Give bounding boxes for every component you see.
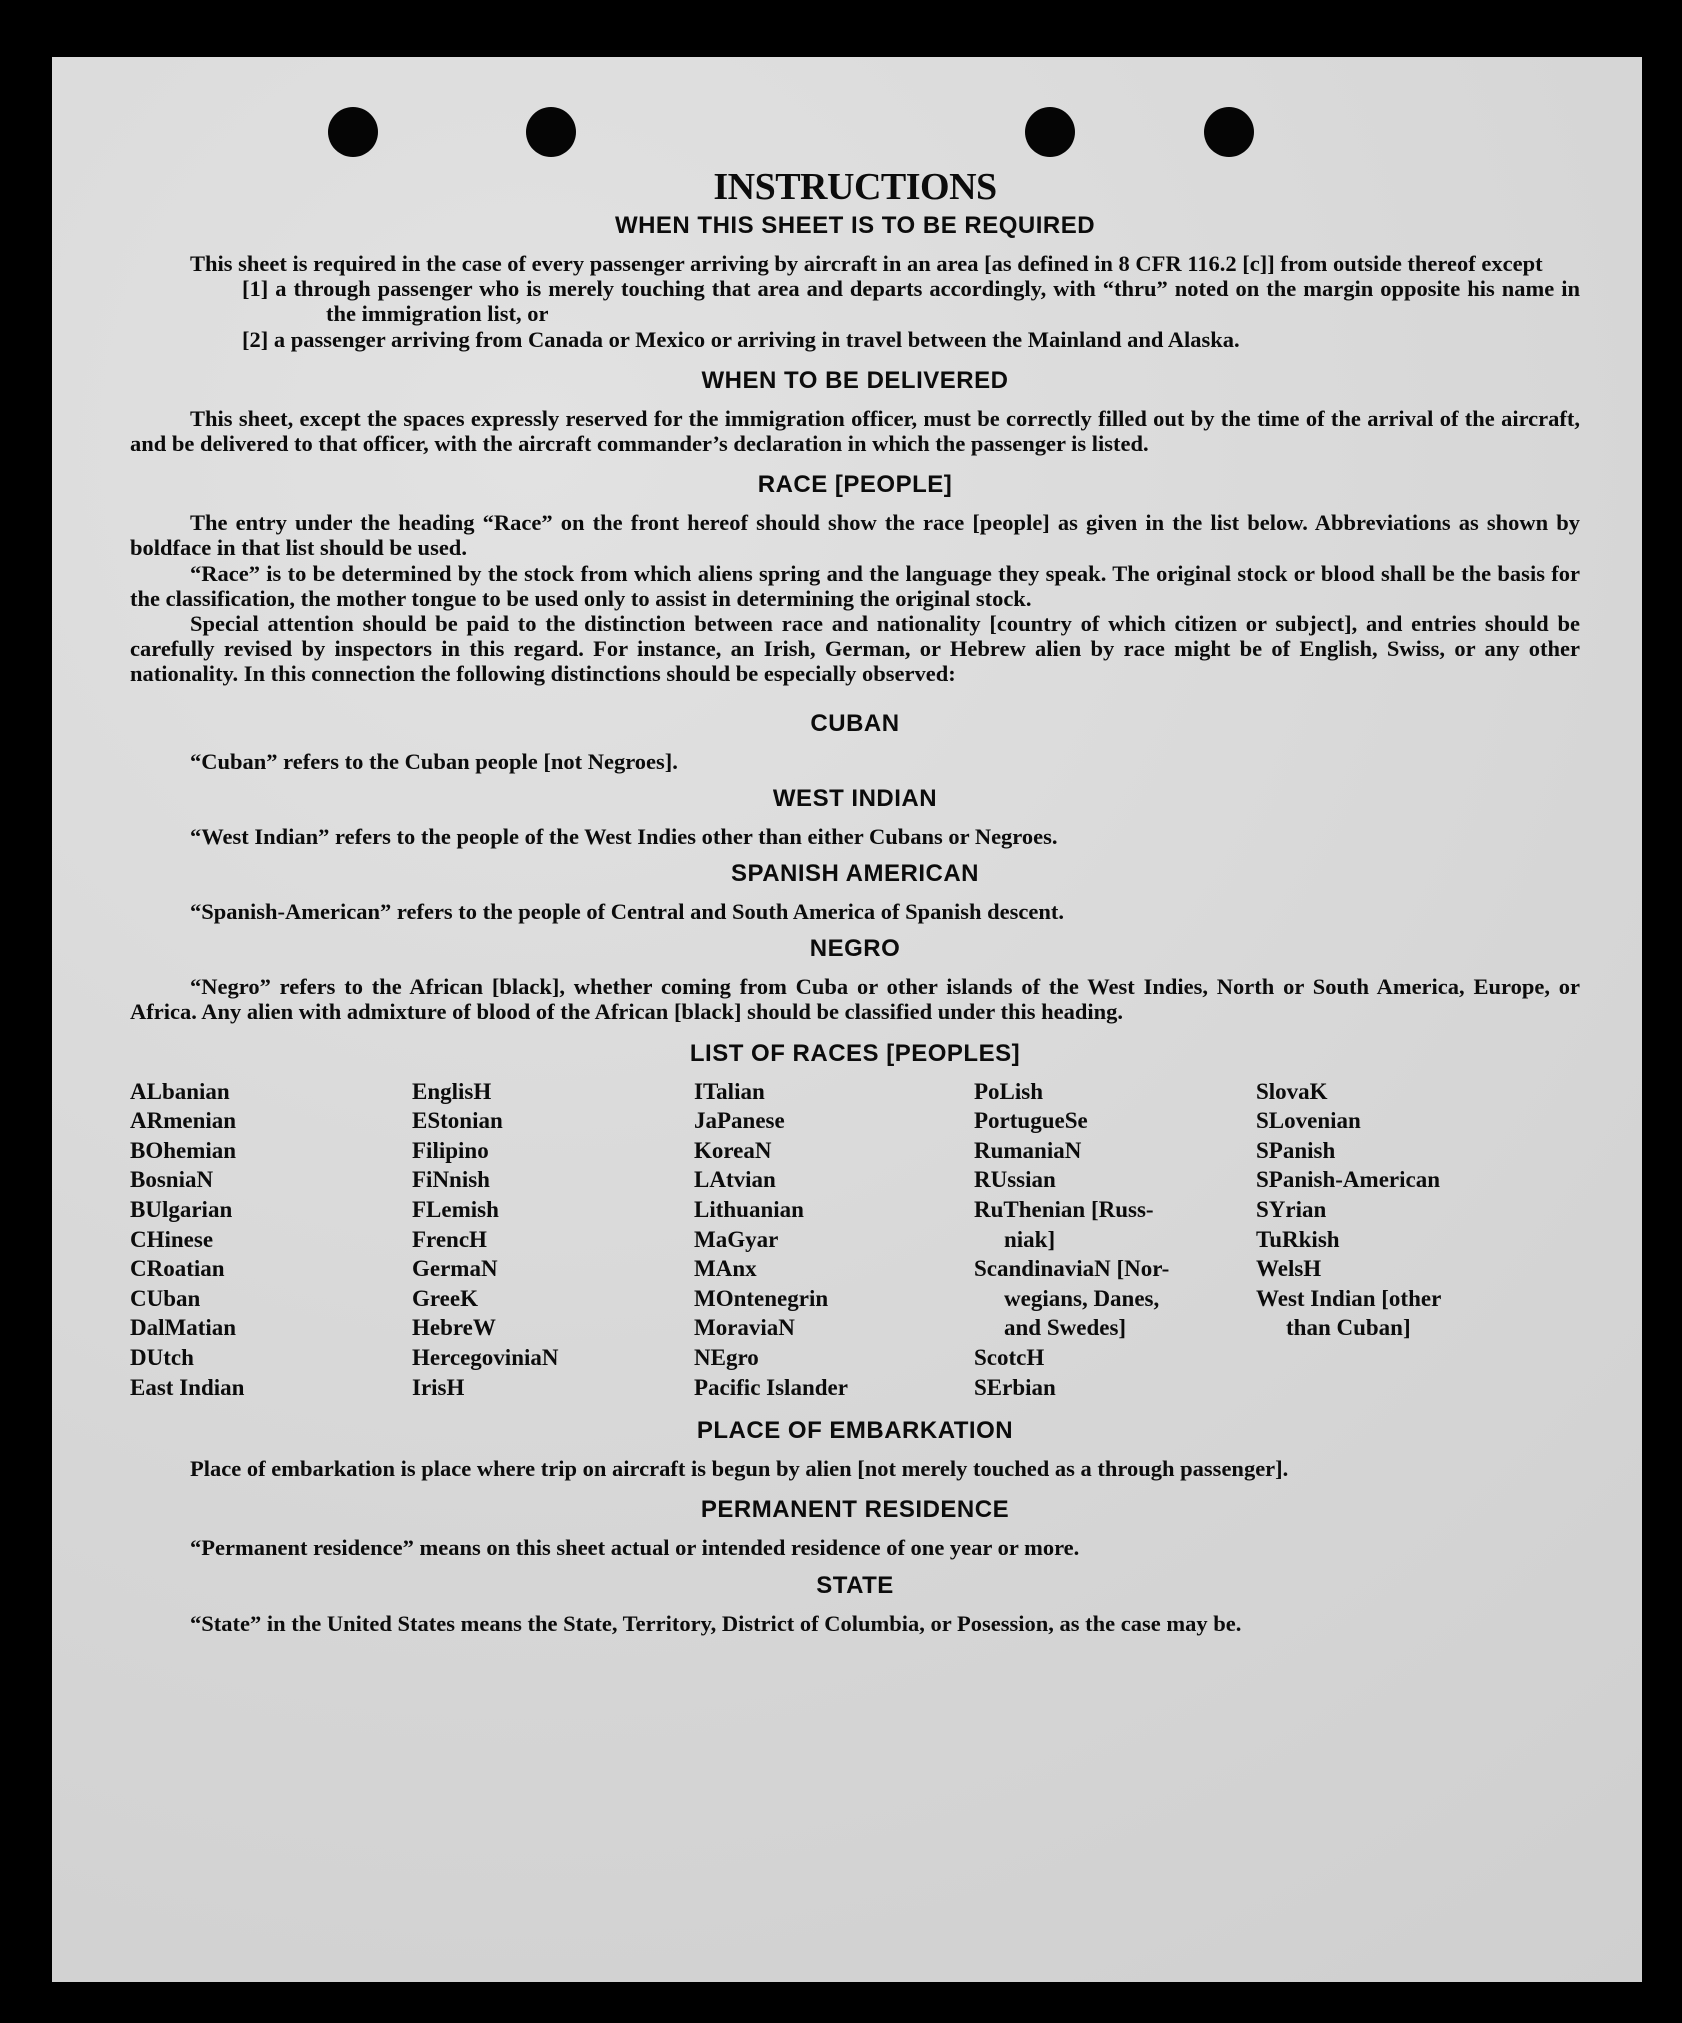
- spanish-american-text: “Spanish-American” refers to the people of Central and South America of Spanish descent.: [190, 899, 1064, 925]
- race-item: SPanish-American: [1256, 1167, 1440, 1193]
- race-paragraph-2: “Race” is to be determined by the stock from which aliens spring and the language they speak. The original stock or blood shall be the basis for the classification, the mother tongue to be used only to assist in determining the original stock.: [130, 560, 1580, 611]
- race-item: RUssian: [974, 1167, 1056, 1193]
- punch-hole: [328, 107, 378, 157]
- race-item: ScandinaviaN [Nor-: [974, 1256, 1170, 1282]
- heading-cuban: CUBAN: [810, 709, 900, 737]
- required-intro: This sheet is required in the case of every passenger arriving by aircraft in an area [as defined in 8 CFR 116.2 [c]] from outside thereof except: [190, 251, 1543, 276]
- race-item: KoreaN: [694, 1137, 772, 1163]
- west-indian-text: “West Indian” refers to the people of the West Indies other than either Cubans or Negroes.: [190, 823, 1058, 849]
- race-item: EnglisH: [412, 1078, 492, 1104]
- race-item: GermaN: [412, 1256, 498, 1282]
- required-item-2: [2] a passenger arriving from Canada or Mexico or arriving in travel between the Mainland and Alaska.: [242, 326, 1240, 352]
- race-item: BOhemian: [130, 1137, 237, 1163]
- race-item: DalMatian: [130, 1315, 237, 1341]
- race-paragraph-3: Special attention should be paid to the distinction between race and nationality [country of which citizen or subject], and entries should be carefully revised by inspectors in this regard. For instance, an Irish, German, or Hebrew alien by race might be of English, Swiss, or any other nationality. In this connection the following distinctions should be especially observed:: [130, 611, 1580, 687]
- race-item: DUtch: [130, 1345, 194, 1370]
- heading-west-indian: WEST INDIAN: [772, 784, 938, 812]
- heading-spanish-american: SPANISH AMERICAN: [730, 860, 979, 888]
- punch-hole: [1204, 107, 1254, 157]
- race-item: WelsH: [1256, 1256, 1322, 1282]
- race-item: LAtvian: [694, 1167, 776, 1193]
- race-item: SlovaK: [1256, 1078, 1328, 1104]
- race-item: East Indian: [130, 1374, 245, 1400]
- residence-text: “Permanent residence” means on this sheet actual or intended residence of one year or more.: [190, 1535, 1080, 1561]
- heading-when-delivered: WHEN TO BE DELIVERED: [701, 366, 1009, 394]
- race-item: IrisH: [412, 1374, 465, 1400]
- heading-negro: NEGRO: [809, 935, 901, 963]
- page-title: INSTRUCTIONS: [713, 166, 997, 208]
- race-item: RuThenian [Russ-: [974, 1197, 1154, 1223]
- delivered-text: This sheet, except the spaces expressly reserved for the immigration officer, must be correctly filled out by the time of the arrival of the aircraft, and be delivered to that officer, with the aircraft commander’s declaration in which the passenger is listed.: [130, 405, 1580, 457]
- race-item: Pacific Islander: [694, 1374, 848, 1400]
- race-column-1: [130, 1077, 412, 1403]
- state-text: “State” in the United States means the State, Territory, District of Columbia, or Posession, as the case may be.: [190, 1610, 1242, 1636]
- race-item: MaGyar: [694, 1226, 779, 1252]
- heading-when-required: WHEN THIS SHEET IS TO BE REQUIRED: [614, 212, 1096, 239]
- race-item: MoraviaN: [694, 1315, 795, 1341]
- cuban-text: “Cuban” refers to the Cuban people [not Negroes].: [190, 748, 678, 774]
- race-item: Lithuanian: [694, 1197, 804, 1223]
- heading-race: RACE [PEOPLE]: [757, 471, 953, 499]
- punch-hole: [1025, 107, 1075, 157]
- race-item: ARmenian: [130, 1108, 237, 1134]
- race-item: FLemish: [412, 1197, 499, 1223]
- race-item: West Indian [other: [1256, 1285, 1442, 1311]
- required-item-1: [1] a through passenger who is merely touching that area and departs accordingly, with “thru” noted on the margin opposite his name in the immigration list, or: [242, 276, 1580, 327]
- race-item: FrencH: [412, 1226, 487, 1252]
- race-item: CRoatian: [130, 1256, 225, 1282]
- race-item-continuation: than Cuban]: [1286, 1315, 1411, 1341]
- race-item: HercegoviniaN: [412, 1345, 559, 1370]
- heading-state: STATE: [816, 1571, 894, 1599]
- race-item: RumaniaN: [974, 1137, 1082, 1163]
- race-item: Filipino: [412, 1137, 489, 1163]
- race-column-3: [694, 1077, 974, 1403]
- race-item: MOntenegrin: [694, 1285, 829, 1311]
- punch-hole: [526, 107, 576, 157]
- race-item: SPanish: [1256, 1137, 1336, 1163]
- race-column-5: [1256, 1077, 1516, 1403]
- instructions-body: [130, 163, 1580, 1636]
- race-item-continuation: wegians, Danes,: [1004, 1285, 1160, 1311]
- race-item: SErbian: [974, 1374, 1056, 1400]
- race-item: CUban: [130, 1285, 201, 1311]
- race-item: GreeK: [412, 1285, 478, 1311]
- race-item: TuRkish: [1256, 1226, 1340, 1252]
- race-item: FiNnish: [412, 1167, 490, 1193]
- race-item: SYrian: [1256, 1197, 1327, 1223]
- race-item: SLovenian: [1256, 1108, 1361, 1134]
- race-item-continuation: and Swedes]: [1004, 1315, 1127, 1341]
- race-paragraph-1: The entry under the heading “Race” on the front hereof should show the race [people] as given in the list below. Abbreviations as shown by boldface in that list should be used.: [130, 510, 1580, 561]
- heading-list-of-races: LIST OF RACES [PEOPLES]: [689, 1039, 1021, 1067]
- race-column-2: [412, 1077, 694, 1403]
- race-column-4: [974, 1077, 1256, 1403]
- race-item: ALbanian: [130, 1078, 230, 1104]
- race-item: ITalian: [694, 1078, 765, 1104]
- race-item: BosniaN: [130, 1167, 214, 1193]
- embarkation-text: Place of embarkation is place where trip on aircraft is begun by alien [not merely touched as a through passenger].: [190, 1456, 1289, 1482]
- heading-permanent-residence: PERMANENT RESIDENCE: [700, 1496, 1010, 1524]
- race-item: JaPanese: [694, 1108, 785, 1134]
- race-item: ScotcH: [974, 1345, 1045, 1370]
- race-item: EStonian: [412, 1108, 503, 1134]
- race-item: HebreW: [412, 1315, 496, 1341]
- race-item: PortugueSe: [974, 1108, 1088, 1134]
- document-page: [52, 57, 1642, 1982]
- heading-place-of-embarkation: PLACE OF EMBARKATION: [696, 1417, 1014, 1445]
- race-item: MAnx: [694, 1256, 757, 1282]
- race-list: [130, 1077, 1580, 1403]
- race-item-continuation: niak]: [1004, 1226, 1056, 1252]
- race-item: NEgro: [694, 1345, 759, 1370]
- race-item: BUlgarian: [130, 1197, 233, 1223]
- race-item: PoLish: [974, 1078, 1044, 1104]
- negro-text: “Negro” refers to the African [black], whether coming from Cuba or other islands of the West Indies, North or South America, Europe, or Africa. Any alien with admixture of blood of the African [black] should be classified under this heading.: [130, 974, 1580, 1025]
- race-item: CHinese: [130, 1226, 214, 1252]
